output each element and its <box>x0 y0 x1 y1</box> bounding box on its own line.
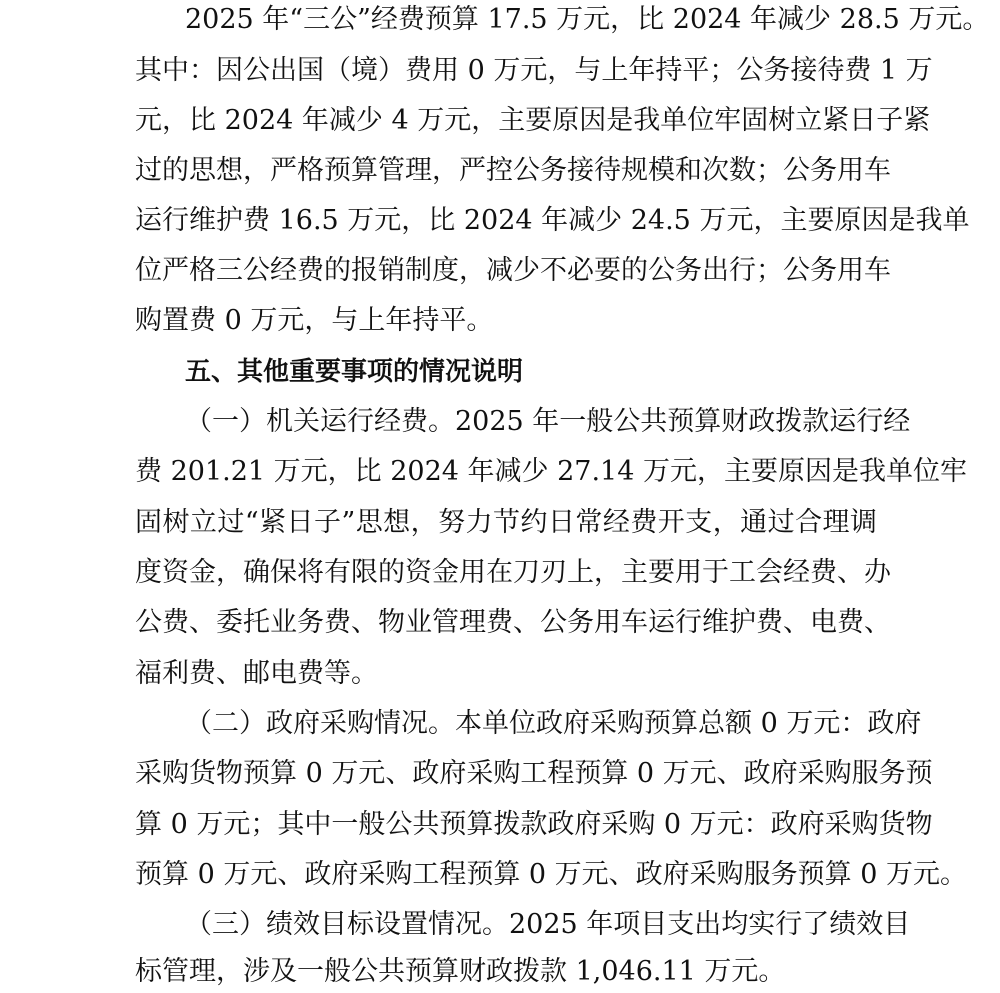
paragraph-line: 运行维护费 16.5 万元，比 2024 年减少 24.5 万元，主要原因是我单 <box>135 205 970 236</box>
paragraph-line: （一）机关运行经费。2025 年一般公共预算财政拨款运行经 <box>185 406 911 437</box>
paragraph-line: （二）政府采购情况。本单位政府采购预算总额 0 万元：政府 <box>185 708 922 739</box>
paragraph-line: 固树立过“紧日子”思想，努力节约日常经费开支，通过合理调 <box>135 507 877 538</box>
paragraph-line: 过的思想，严格预算管理，严控公务接待规模和次数；公务用车 <box>135 155 891 186</box>
paragraph-line: 预算 0 万元、政府采购工程预算 0 万元、政府采购服务预算 0 万元。 <box>135 859 968 890</box>
paragraph-line: 公费、委托业务费、物业管理费、公务用车运行维护费、电费、 <box>135 607 891 638</box>
paragraph-line: 采购货物预算 0 万元、政府采购工程预算 0 万元、政府采购服务预 <box>135 758 933 789</box>
section-heading: 五、其他重要事项的情况说明 <box>185 357 524 387</box>
paragraph-line: 其中：因公出国（境）费用 0 万元，与上年持平；公务接待费 1 万 <box>135 55 933 86</box>
paragraph-line: 位严格三公经费的报销制度，减少不必要的公务出行；公务用车 <box>135 255 891 286</box>
paragraph-line: 标管理，涉及一般公共预算财政拨款 1,046.11 万元。 <box>135 956 786 987</box>
paragraph-line: 算 0 万元；其中一般公共预算拨款政府采购 0 万元：政府采购货物 <box>135 809 933 840</box>
paragraph-line: 购置费 0 万元，与上年持平。 <box>135 305 494 336</box>
paragraph-line: 2025 年“三公”经费预算 17.5 万元，比 2024 年减少 28.5 万元。 <box>185 4 990 35</box>
paragraph-line: 元，比 2024 年减少 4 万元，主要原因是我单位牢固树立紧日子紧 <box>135 105 931 136</box>
paragraph-line: （三）绩效目标设置情况。2025 年项目支出均实行了绩效目 <box>185 909 911 940</box>
paragraph-line: 福利费、邮电费等。 <box>135 658 378 689</box>
paragraph-line: 度资金，确保将有限的资金用在刀刃上，主要用于工会经费、办 <box>135 557 891 588</box>
paragraph-line: 费 201.21 万元，比 2024 年减少 27.14 万元，主要原因是我单位牢 <box>135 456 967 487</box>
